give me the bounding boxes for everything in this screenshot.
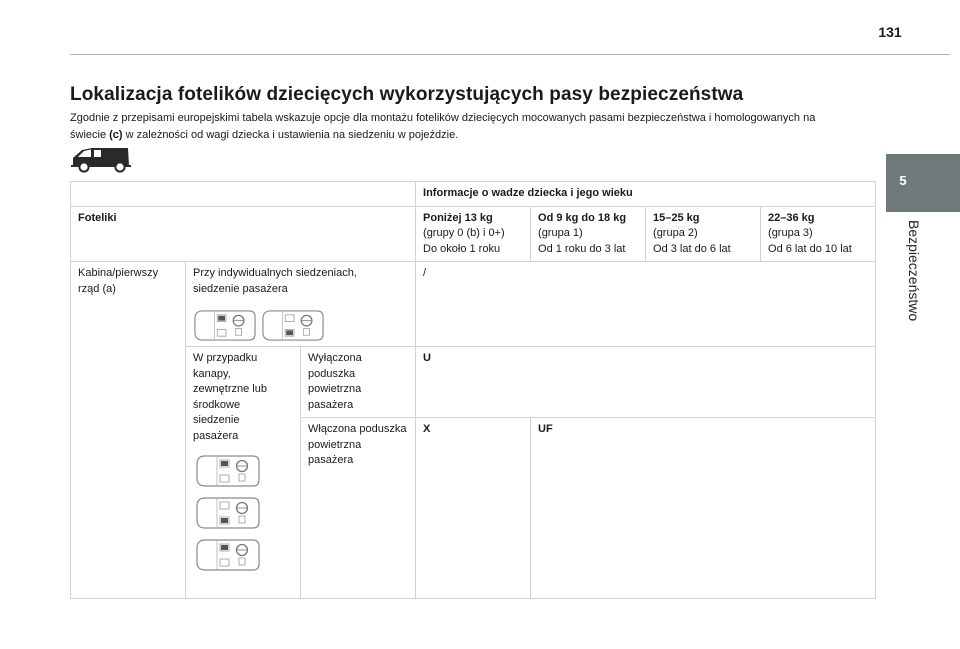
seat-diagrams — [193, 454, 294, 572]
bench-seat-cell — [186, 347, 301, 599]
airbag-on-value-groups123: UF — [531, 418, 876, 599]
group-cell — [646, 206, 761, 262]
chapter-tab[interactable] — [886, 154, 960, 212]
intro-line-2-start: świecie — [70, 129, 110, 141]
seat-layout-icon — [193, 454, 263, 488]
group-title: 15–25 kg — [653, 211, 700, 224]
group-age: Od 6 lat do 10 lat — [768, 242, 852, 255]
table-row — [71, 182, 876, 207]
group-age: Od 1 roku do 3 lat — [538, 242, 626, 255]
bench-seat-label: W przypadku kanapy, zewnętrzne lub środkowe siedzenie pasażera — [193, 352, 267, 442]
group-cell — [761, 206, 876, 262]
child-seat-table — [70, 181, 876, 599]
row-label-cabin: Kabina/pierwszy rząd (a) — [71, 262, 186, 599]
intro-paragraph — [70, 110, 870, 144]
group-cell — [531, 206, 646, 262]
chapter-label: Bezpieczeństwo — [906, 220, 922, 322]
header-rule — [70, 54, 950, 55]
airbag-on-label: Włączona poduszka powietrzna pasażera — [301, 418, 416, 599]
info-header: Informacje o wadze dziecka i jego wieku — [416, 182, 876, 207]
intro-reference: (c) — [109, 129, 123, 141]
group-class: (grupa 2) — [653, 227, 698, 239]
foteliki-header: Foteliki — [71, 206, 416, 262]
group-class: (grupa 1) — [538, 227, 583, 239]
table-row — [71, 347, 876, 418]
intro-line-1: Zgodnie z przepisami europejskimi tabela wskazuje opcje dla montażu fotelików dziecięcych mocowanych pasami bezpieczeństwa i homologowanych na — [70, 112, 816, 124]
seat-layout-icon — [193, 538, 263, 572]
group-age: Do około 1 roku — [423, 242, 501, 255]
seat-layout-icon — [193, 309, 257, 342]
empty-header-cell — [71, 182, 416, 207]
van-icon — [70, 144, 132, 174]
table-row — [71, 206, 876, 262]
chapter-number: 5 — [899, 173, 907, 188]
airbag-on-value-group0: X — [416, 418, 531, 599]
group-title: Poniżej 13 kg — [423, 211, 493, 224]
individual-seats-label: Przy indywidualnych siedzeniach, siedzenie pasażera — [193, 267, 357, 295]
group-age: Od 3 lat do 6 lat — [653, 242, 731, 255]
table-row — [71, 262, 876, 347]
group-cell — [416, 206, 531, 262]
individual-seats-value: / — [416, 262, 876, 347]
group-title: Od 9 kg do 18 kg — [538, 211, 627, 224]
individual-seats-cell — [186, 262, 416, 347]
airbag-off-value: U — [416, 347, 876, 418]
seat-layout-icon — [261, 309, 325, 342]
section-title: Lokalizacja fotelików dziecięcych wykorzystujących pasy bezpieczeństwa — [70, 84, 744, 105]
airbag-off-label: Wyłączona poduszka powietrzna pasażera — [301, 347, 416, 418]
group-class: (grupy 0 (b) i 0+) — [423, 227, 505, 239]
seat-layout-icon — [193, 496, 263, 530]
group-title: 22–36 kg — [768, 211, 815, 224]
page-number: 131 — [878, 24, 902, 40]
seat-diagrams — [193, 309, 409, 342]
intro-line-2-end: w zależności od wagi dziecka i ustawienia na siedzeniu w pojeździe. — [122, 129, 459, 141]
group-class: (grupa 3) — [768, 227, 813, 239]
